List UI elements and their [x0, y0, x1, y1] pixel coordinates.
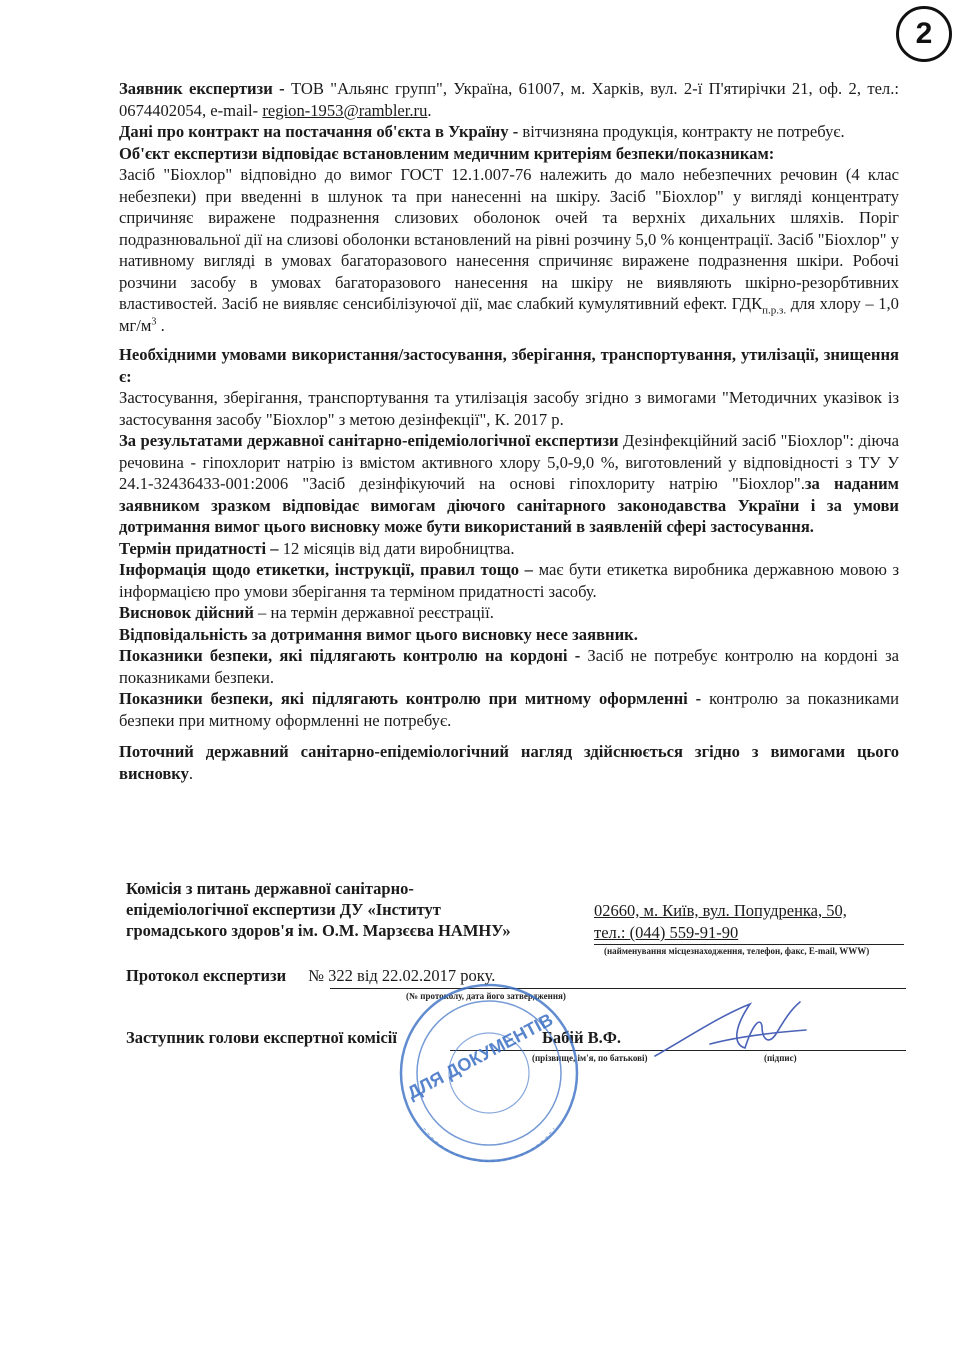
border-control-paragraph — [119, 645, 899, 688]
label-info-text: має бути етикетка виробника державною мовою з інформацією про умови зберігання та терміном придатності засобу. — [119, 560, 899, 601]
commission-line-2: епідеміологічної експертизи ДУ «Інститут — [126, 900, 441, 919]
results-text: Дезінфекційний засіб "Біохлор": діюча речовина - гіпохлорит натрію із вмістом активного хлору 5,0-9,0 %, виготовлений у відповідності з ТУ У 24.1-32436433-001:2006 "Засіб дезінфікуючий на основі гіпохлориту натрію "Біохлор". — [119, 431, 899, 493]
deputy-name: Бабій В.Ф. — [542, 1028, 622, 1047]
applicant-text: ТОВ "Альянс групп", Україна, 61007, м. Харків, вул. 2-ї П'ятирічки 21, оф. 2, тел.: 0674402054, e-mail- — [119, 79, 899, 120]
customs-label: Показники безпеки, які підлягають контролю при митному оформленні - — [119, 689, 702, 708]
safety-tail: . — [156, 315, 165, 335]
page-number-badge: 2 — [896, 6, 952, 62]
applicant-text-end: . — [427, 100, 432, 120]
customs-paragraph — [119, 688, 899, 731]
protocol-label: Протокол експертизи — [126, 966, 287, 985]
border-control-label: Показники безпеки, які підлягають контролю на кордоні - — [119, 646, 581, 665]
deputy-name-caption: (прізвище, ім'я, по батькові) — [532, 1053, 648, 1063]
signature — [650, 996, 810, 1066]
validity-text: – на термін державної реєстрації. — [253, 603, 494, 622]
contract-paragraph — [119, 121, 899, 143]
validity-label: Висновок дійсний — [119, 603, 254, 622]
stamp-text: ДЛЯ ДОКУМЕНТІВ — [403, 1009, 557, 1104]
supervision-tail: . — [188, 763, 194, 783]
safety-paragraph — [119, 143, 899, 337]
results-label: За результатами державної санітарно-епідеміологічної експертизи — [119, 431, 619, 450]
applicant-email: region-1953@rambler.ru — [262, 100, 428, 120]
safety-label: Об'єкт експертизи відповідає встановленим медичним критеріям безпеки/показникам: — [119, 143, 775, 163]
deputy-sign-caption: (підпис) — [764, 1053, 797, 1063]
commission-address — [594, 900, 847, 944]
results-paragraph — [119, 430, 899, 538]
official-stamp — [394, 978, 584, 1168]
deputy-label: Заступник голови експертної комісії — [126, 1028, 397, 1047]
applicant-label: Заявник експертизи - — [119, 79, 285, 98]
contract-label: Дані про контракт на постачання об'єкта в Україну - — [119, 122, 519, 141]
conditions-label: Необхідними умовами використання/застосування, зберігання, транспортування, утилізації, знищення є: — [119, 345, 899, 386]
address-line-2: тел.: (044) 559-91-90 — [594, 923, 739, 942]
safety-sup: 3 — [151, 315, 157, 327]
shelf-life-text: 12 місяців від дати виробництва. — [278, 538, 515, 558]
contract-text: вітчизняна продукція, контракту не потребує. — [522, 122, 845, 141]
results-bold-tail: за наданим заявником зразком відповідає вимогам діючого санітарного законодавства України і за умови дотримання вимог цього висновку може бути використаний в заявленій сфері застосування. — [119, 474, 899, 536]
customs-text: контролю за показниками безпеки при митному оформленні не потребує. — [119, 689, 899, 730]
address-line-1: 02660, м. Київ, вул. Попудренка, 50, — [594, 901, 847, 920]
address-caption: (найменування місцезнаходження, телефон, факс, E-mail, WWW) — [604, 946, 870, 956]
supervision-text: Поточний державний санітарно-епідеміологічний нагляд здійснюється згідно з вимогами цього висновку — [119, 742, 899, 783]
protocol-value: № 322 від 22.02.2017 року. — [308, 966, 496, 985]
commission-line-3: громадського здоров'я ім. О.М. Марзєєва НАМНУ» — [126, 921, 511, 940]
address-underline — [594, 944, 904, 945]
label-info-label: Інформація щодо етикетки, інструкції, правил тощо – — [119, 560, 533, 579]
applicant-paragraph — [119, 78, 899, 121]
protocol-caption: (№ протоколу, дата його затвердження) — [406, 991, 566, 1001]
safety-text: Засіб "Біохлор" відповідно до вимог ГОСТ 12.1.007-76 належить до мало небезпечних речовин (4 клас небезпеки) при введенні в шлунок та при нанесенні на шкіру. Засіб "Біохлор" у вигляді концентрату спричиняє виражене подразнення слизових оболонок очей та верхніх дихальних шляхів. Поріг подразнювальної дії на слизові оболонки встановлений на рівні розчину 5,0 % концентрації. Засіб "Біохлор" у нативному вигляді в умовах багаторазового нанесення спричиняє виражене подразнення шкіри. Робочі розчини засобу в умовах багаторазового нанесення на шкіру не виявляють шкірно-резорбтивних властивостей. Засіб не виявляє сенсибілізуючої дії, має слабкий кумулятивний ефект. ГДК — [119, 165, 899, 313]
commission-name — [126, 878, 566, 941]
border-control-text: Засіб не потребує контролю на кордоні за показниками безпеки. — [119, 646, 899, 687]
conditions-text: Застосування, зберігання, транспортування та утилізація засобу згідно з вимогами "Методичних указівок із застосування засобу "Біохлор" з метою дезінфекції", К. 2017 р. — [119, 388, 899, 429]
document-body — [119, 78, 899, 784]
responsibility-text: Відповідальність за дотримання вимог цього висновку несе заявник. — [119, 624, 638, 644]
safety-sub: п.р.з. — [762, 304, 787, 317]
supervision-paragraph — [119, 741, 899, 784]
shelf-life-label: Термін придатності – — [119, 538, 279, 558]
conditions-paragraph — [119, 344, 899, 430]
commission-line-1: Комісія з питань державної санітарно- — [126, 879, 414, 898]
shelf-life-paragraph — [119, 538, 899, 560]
responsibility-paragraph — [119, 624, 899, 646]
safety-text-end: для хлору – 1,0 мг/м — [119, 294, 899, 335]
label-info-paragraph — [119, 559, 899, 602]
validity-paragraph — [119, 602, 899, 624]
